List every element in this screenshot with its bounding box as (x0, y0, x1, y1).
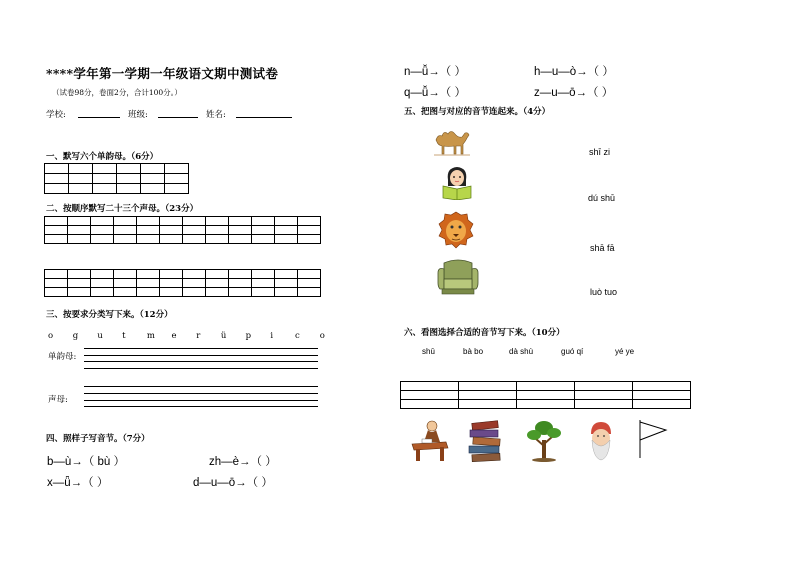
grid-cell[interactable] (93, 174, 117, 184)
syllable-shafa[interactable]: shā fā (590, 243, 615, 253)
grid-cell[interactable] (137, 270, 160, 279)
grid-cell[interactable] (160, 279, 183, 288)
grid-cell[interactable] (160, 226, 183, 235)
grid-cell[interactable] (93, 164, 117, 174)
writing-line[interactable] (84, 393, 318, 394)
grid-cell[interactable] (160, 270, 183, 279)
grid-cell[interactable] (517, 400, 575, 409)
grid-cell[interactable] (165, 184, 189, 194)
grid-cell[interactable] (137, 217, 160, 226)
grid-cell[interactable] (183, 270, 206, 279)
grid-cell[interactable] (229, 279, 252, 288)
grid-cell[interactable] (459, 382, 517, 391)
grid-cell[interactable] (298, 235, 321, 244)
grid-cell[interactable] (160, 288, 183, 297)
grid-cell[interactable] (45, 226, 68, 235)
lion-picture[interactable] (437, 210, 475, 250)
grid-cell[interactable] (252, 279, 275, 288)
letter-item: g (72, 331, 79, 341)
section4-title: 四、照样子写音节。（7分） (46, 434, 150, 444)
grid-cell[interactable] (575, 391, 633, 400)
camel-picture[interactable] (432, 126, 472, 158)
grid-cell[interactable] (275, 217, 298, 226)
letter-item: c (295, 331, 300, 341)
syllable-item-zh-e[interactable]: zh—è→（ ） (209, 456, 277, 468)
grid-cell[interactable] (517, 382, 575, 391)
initial-writing-grid-2 (44, 269, 321, 297)
grid-cell[interactable] (45, 235, 68, 244)
class-label: 班级: (128, 110, 148, 120)
grid-cell[interactable] (68, 226, 91, 235)
writing-line[interactable] (84, 361, 318, 362)
grid-cell[interactable] (137, 235, 160, 244)
grid-cell[interactable] (183, 279, 206, 288)
writing-line[interactable] (84, 348, 318, 349)
grid-cell[interactable] (206, 279, 229, 288)
grid-cell[interactable] (229, 270, 252, 279)
grid-cell[interactable] (165, 164, 189, 174)
syllable-item-n-u[interactable]: n—ǚ→（ ） (404, 66, 466, 78)
grid-cell[interactable] (252, 226, 275, 235)
grid-cell[interactable] (298, 270, 321, 279)
section3-title: 三、按要求分类写下来。（12分） (46, 310, 173, 320)
letter-item: m (146, 331, 155, 341)
grid-cell[interactable] (91, 270, 114, 279)
grid-cell[interactable] (206, 217, 229, 226)
syllable-shizi[interactable]: shī zi (589, 147, 611, 157)
grid-cell[interactable] (298, 279, 321, 288)
letter-item: u (97, 331, 103, 341)
vowel-writing-grid (44, 163, 189, 194)
grid-cell[interactable] (91, 226, 114, 235)
class-field[interactable] (158, 108, 198, 118)
girl-reading-picture[interactable] (440, 164, 474, 200)
option-baba: bà bo (463, 347, 484, 356)
section6-title: 六、看图选择合适的音节写下来。（10分） (404, 328, 565, 338)
grid-cell[interactable] (45, 270, 68, 279)
grandpa-desk-picture[interactable] (408, 418, 450, 462)
grid-cell[interactable] (69, 164, 93, 174)
syllable-item-h-u-o[interactable]: h—u—ò→（ ） (534, 66, 614, 78)
grid-cell[interactable] (91, 279, 114, 288)
grid-cell[interactable] (68, 288, 91, 297)
grid-cell[interactable] (229, 217, 252, 226)
section5-title: 五、把图与对应的音节连起来。（4分） (404, 107, 551, 117)
grid-cell[interactable] (229, 235, 252, 244)
section1-title: 一、默写六个单韵母。（6分） (46, 152, 159, 162)
grid-cell[interactable] (183, 235, 206, 244)
grid-cell[interactable] (275, 279, 298, 288)
grid-cell[interactable] (45, 164, 69, 174)
grid-cell[interactable] (114, 270, 137, 279)
sofa-picture[interactable] (436, 257, 480, 297)
grid-cell[interactable] (252, 235, 275, 244)
grid-cell[interactable] (141, 174, 165, 184)
grid-cell[interactable] (165, 174, 189, 184)
grid-cell[interactable] (229, 288, 252, 297)
grid-cell[interactable] (401, 382, 459, 391)
name-field[interactable] (236, 108, 292, 118)
grid-cell[interactable] (298, 217, 321, 226)
grid-cell[interactable] (93, 184, 117, 194)
grid-cell[interactable] (206, 288, 229, 297)
grid-cell[interactable] (117, 164, 141, 174)
grid-cell[interactable] (114, 226, 137, 235)
letter-item: p (245, 331, 252, 341)
grid-cell[interactable] (298, 226, 321, 235)
grid-cell[interactable] (114, 279, 137, 288)
grid-cell[interactable] (45, 279, 68, 288)
grid-cell[interactable] (117, 184, 141, 194)
name-label: 姓名: (206, 110, 226, 120)
grid-cell[interactable] (459, 400, 517, 409)
grid-cell[interactable] (183, 288, 206, 297)
grid-cell[interactable] (68, 235, 91, 244)
answer-writing-grid (400, 381, 691, 409)
grid-cell[interactable] (45, 174, 69, 184)
grid-cell[interactable] (275, 270, 298, 279)
syllable-item-q-u[interactable]: q—ǚ→（ ） (404, 87, 466, 99)
school-field[interactable] (78, 108, 120, 118)
grid-cell[interactable] (91, 217, 114, 226)
section2-title: 二、按顺序默写二十三个声母。（23分） (46, 204, 199, 214)
syllable-luotuo[interactable]: luò tuo (590, 287, 618, 297)
grid-cell[interactable] (275, 288, 298, 297)
grid-cell[interactable] (401, 400, 459, 409)
grid-cell[interactable] (206, 270, 229, 279)
grid-cell[interactable] (575, 382, 633, 391)
grid-cell[interactable] (45, 288, 68, 297)
book-stack-picture[interactable] (466, 418, 504, 464)
grid-cell[interactable] (91, 288, 114, 297)
letter-item: o (319, 331, 325, 341)
grid-cell[interactable] (137, 288, 160, 297)
grid-cell[interactable] (252, 270, 275, 279)
syllable-item-z-u-o[interactable]: z—u—ō→（ ） (534, 87, 614, 99)
initial-label: 声母: (48, 395, 68, 405)
grid-cell[interactable] (275, 235, 298, 244)
grid-cell[interactable] (275, 226, 298, 235)
writing-line[interactable] (84, 368, 318, 369)
grid-cell[interactable] (183, 226, 206, 235)
grid-cell[interactable] (114, 235, 137, 244)
syllable-item-x-u[interactable]: x—ǖ→（ ） (47, 477, 109, 489)
letter-item: ü (220, 331, 227, 341)
grid-cell[interactable] (459, 391, 517, 400)
grid-cell[interactable] (69, 184, 93, 194)
grid-cell[interactable] (401, 391, 459, 400)
grid-cell[interactable] (45, 217, 68, 226)
grid-cell[interactable] (160, 217, 183, 226)
vowel-label: 单韵母: (48, 352, 77, 362)
grid-cell[interactable] (141, 184, 165, 194)
grid-cell[interactable] (183, 217, 206, 226)
syllable-dushu[interactable]: dú shū (588, 193, 616, 203)
option-shu: shū (422, 347, 435, 356)
tree-picture[interactable] (526, 418, 562, 462)
option-yeye: yé ye (615, 347, 635, 356)
grid-cell[interactable] (206, 226, 229, 235)
syllable-item-d-u-o[interactable]: d—u—ō→（ ） (193, 477, 273, 489)
grid-cell[interactable] (160, 235, 183, 244)
letter-item: i (270, 331, 274, 341)
grid-cell[interactable] (69, 174, 93, 184)
grid-cell[interactable] (137, 279, 160, 288)
grid-cell[interactable] (252, 288, 275, 297)
initial-writing-grid-1 (44, 216, 321, 244)
grid-cell[interactable] (298, 288, 321, 297)
grid-cell[interactable] (633, 400, 691, 409)
grid-cell[interactable] (68, 217, 91, 226)
grid-cell[interactable] (68, 270, 91, 279)
writing-line[interactable] (84, 400, 318, 401)
option-guoqi: guó qí (561, 347, 584, 356)
grid-cell[interactable] (633, 391, 691, 400)
grid-cell[interactable] (229, 226, 252, 235)
grid-cell[interactable] (575, 400, 633, 409)
grid-cell[interactable] (137, 226, 160, 235)
grid-cell[interactable] (206, 235, 229, 244)
grid-cell[interactable] (68, 279, 91, 288)
writing-line[interactable] (84, 406, 318, 407)
page-title: ****学年第一学期一年级语文期中测试卷 (46, 66, 279, 81)
flag-picture[interactable] (636, 418, 670, 460)
grid-cell[interactable] (45, 184, 69, 194)
grid-cell[interactable] (114, 217, 137, 226)
grid-cell[interactable] (117, 174, 141, 184)
option-dashu: dà shù (509, 347, 534, 356)
old-man-picture[interactable] (585, 420, 617, 462)
writing-line[interactable] (84, 355, 318, 356)
grid-cell[interactable] (114, 288, 137, 297)
grid-cell[interactable] (633, 382, 691, 391)
syllable-item-b-u: b—ù→（ bù ） (47, 456, 125, 468)
school-label: 学校: (46, 110, 66, 120)
letter-item: e (171, 331, 177, 341)
writing-line[interactable] (84, 386, 318, 387)
letter-item: o (48, 331, 54, 341)
grid-cell[interactable] (141, 164, 165, 174)
score-note: （试卷98分，卷面2分，合计100分。） (52, 88, 182, 97)
letter-list (48, 331, 342, 341)
letter-item: r (196, 331, 201, 341)
grid-cell[interactable] (91, 235, 114, 244)
grid-cell[interactable] (252, 217, 275, 226)
letter-item: t (122, 331, 126, 341)
grid-cell[interactable] (517, 391, 575, 400)
